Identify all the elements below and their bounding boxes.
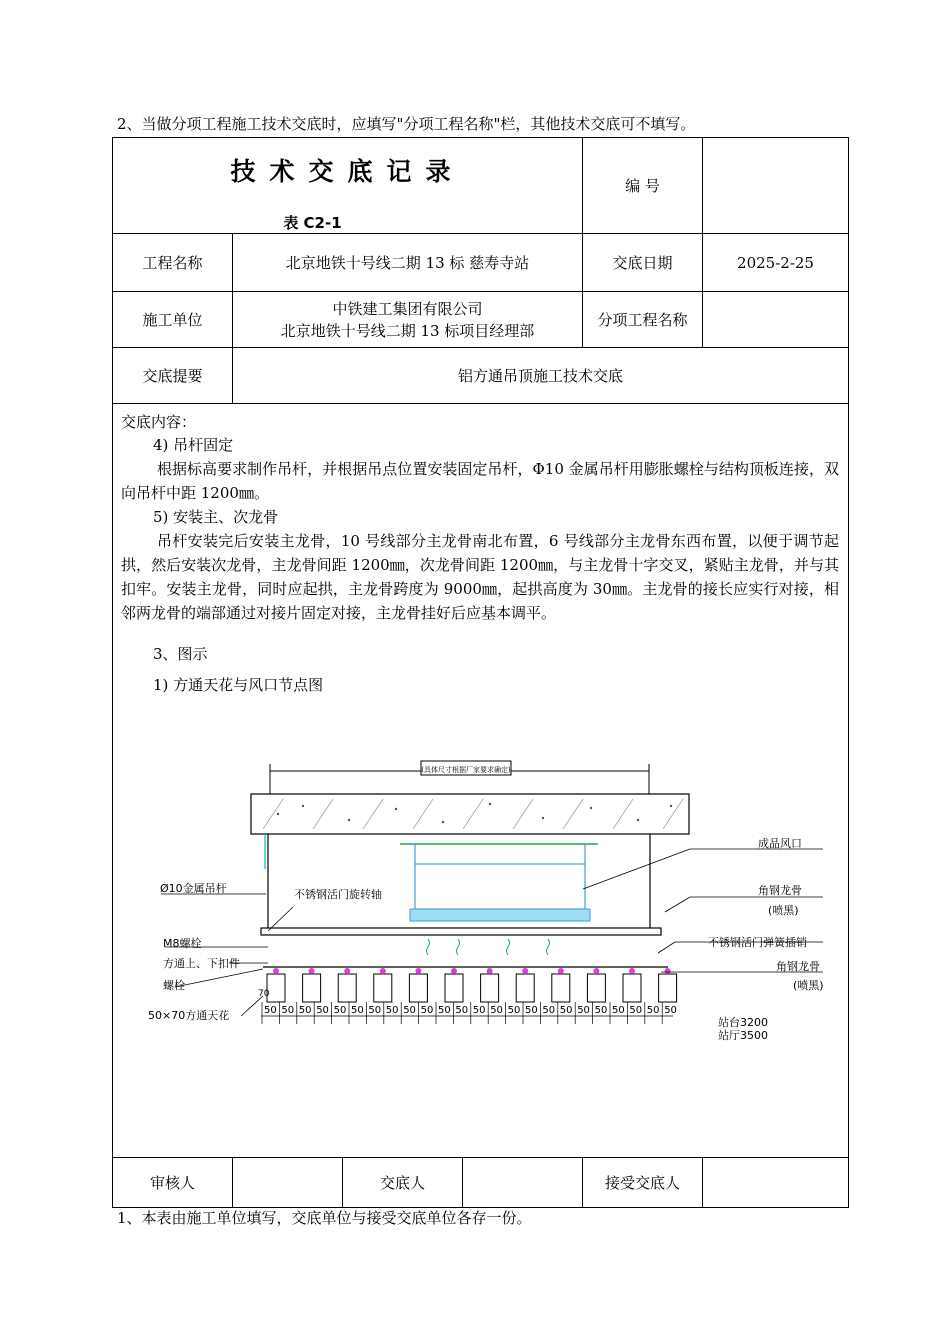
dim-label-50: 50 xyxy=(490,1005,503,1016)
tube-section xyxy=(659,974,677,1002)
dim-label-50: 50 xyxy=(507,1005,521,1016)
dim-label-50: 50 xyxy=(281,1005,295,1016)
item-5-text: 吊杆安装完后安装主龙骨，10 号线部分主龙骨南北布置，6 号线部分主龙骨东西布置，以便于调节起拱，然后安装次龙骨，主龙骨间距 1200㎜，次龙骨间距 1200㎜，与主龙骨十字交叉，紧贴主龙骨，并与其扣牢。安装主龙骨，同时应起拱，主龙骨跨度为 9000㎜，起拱高度为 30㎜。主龙骨的接长应实行对接，相邻两龙骨的端部通过对接片固定对接，主龙骨挂好后应基本调平。 xyxy=(121,532,839,622)
form-code: 表 C2-1 xyxy=(283,214,342,232)
bottom-dim-labels xyxy=(262,1002,677,1024)
dim-label-50: 50 xyxy=(542,1005,556,1016)
dim-label-50: 50 xyxy=(525,1005,538,1016)
clip-marker xyxy=(451,968,457,974)
dim-label-50: 50 xyxy=(664,1005,677,1016)
clip-marker xyxy=(665,968,671,974)
unit-line-2: 北京地铁十号线二期 13 标项目经理部 xyxy=(280,321,535,340)
dim-label-50: 50 xyxy=(264,1005,277,1016)
main-keel xyxy=(261,928,661,935)
tube-section xyxy=(303,974,321,1002)
dim-label-50: 50 xyxy=(577,1005,590,1016)
clip-marker xyxy=(415,968,421,974)
label-clip: 方通上、下扣件 xyxy=(163,957,240,970)
figure-1-title: 1) 方通天花与风口节点图 xyxy=(153,676,324,694)
number-value[interactable] xyxy=(703,138,849,234)
tube-section xyxy=(552,974,570,1002)
clip-marker xyxy=(629,968,635,974)
project-label: 工程名称 xyxy=(113,234,233,292)
summary-label: 交底提要 xyxy=(113,348,233,404)
top-dim-label: (具体尺寸根据厂家要求确定) xyxy=(421,766,511,774)
dim-label-50: 50 xyxy=(385,1005,399,1016)
clip-marker xyxy=(309,968,315,974)
label-hall: 站厅3500 xyxy=(718,1029,768,1042)
tube-section xyxy=(516,974,534,1002)
tube-section xyxy=(623,974,641,1002)
receiver-value[interactable] xyxy=(703,1158,849,1208)
clip-marker xyxy=(558,968,564,974)
date-label: 交底日期 xyxy=(583,234,703,292)
tube-section xyxy=(267,974,285,1002)
presenter-value[interactable] xyxy=(463,1158,583,1208)
dim-label-50: 50 xyxy=(629,1005,643,1016)
tube-row xyxy=(267,968,677,1002)
disclosure-form xyxy=(112,137,849,1208)
dim-label-50: 50 xyxy=(438,1005,451,1016)
clip-marker xyxy=(273,968,279,974)
date-value[interactable]: 2025-2-25 xyxy=(703,234,849,292)
vent-unit xyxy=(400,844,598,921)
reviewer-label: 审核人 xyxy=(113,1158,233,1208)
form-title: 技术交底记录 xyxy=(230,157,465,186)
dim-label-50: 50 xyxy=(646,1005,660,1016)
label-tube: 50×70方通天花 xyxy=(148,1009,230,1022)
tube-section xyxy=(587,974,605,1002)
dim-label-50: 50 xyxy=(455,1005,469,1016)
label-bolt: 螺栓 xyxy=(163,979,185,992)
presenter-label: 交底人 xyxy=(343,1158,463,1208)
subproject-value[interactable] xyxy=(703,292,849,348)
section-3-title: 3、图示 xyxy=(153,645,208,663)
tube-section xyxy=(481,974,499,1002)
item-4-text: 根据标高要求制作吊杆，并根据吊点位置安装固定吊杆，Φ10 金属吊杆用膨胀螺栓与结构顶板连接，双向吊杆中距 1200㎜。 xyxy=(121,460,839,502)
tube-section xyxy=(409,974,427,1002)
clip-marker xyxy=(344,968,350,974)
subproject-label: 分项工程名称 xyxy=(583,292,703,348)
clip-marker xyxy=(522,968,528,974)
dim-label-50: 50 xyxy=(403,1005,416,1016)
tube-section xyxy=(445,974,463,1002)
label-dim70: 70 xyxy=(258,989,270,999)
concrete-slab xyxy=(251,794,689,834)
label-latch: 不锈钢活门弹簧插销 xyxy=(708,936,807,949)
dim-label-50: 50 xyxy=(420,1005,434,1016)
reviewer-value[interactable] xyxy=(233,1158,343,1208)
dim-label-50: 50 xyxy=(559,1005,573,1016)
item-5-title: 5) 安装主、次龙骨 xyxy=(153,508,279,526)
dim-label-50: 50 xyxy=(472,1005,486,1016)
label-angle-2: 角钢龙骨 xyxy=(776,960,820,973)
tube-section xyxy=(338,974,356,1002)
dim-label-50: 50 xyxy=(612,1005,625,1016)
dim-label-50: 50 xyxy=(333,1005,347,1016)
unit-value[interactable] xyxy=(233,292,583,348)
content-heading: 交底内容： xyxy=(121,413,197,431)
tube-section xyxy=(374,974,392,1002)
label-spray-1: (喷黑) xyxy=(768,904,799,917)
receiver-label: 接受交底人 xyxy=(583,1158,703,1208)
label-axle: 不锈钢活门旋转轴 xyxy=(294,888,382,901)
dim-label-50: 50 xyxy=(368,1005,382,1016)
item-4-title: 4) 吊杆固定 xyxy=(153,436,234,454)
label-platform: 站台3200 xyxy=(718,1016,768,1029)
bottom-note: 1、本表由施工单位填写，交底单位与接受交底单位各存一份。 xyxy=(117,1209,532,1227)
clip-marker xyxy=(380,968,386,974)
dim-label-50: 50 xyxy=(594,1005,608,1016)
top-note: 2、当做分项工程施工技术交底时，应填写"分项工程名称"栏，其他技术交底可不填写。 xyxy=(117,115,696,133)
title-cell xyxy=(113,138,583,234)
springs xyxy=(427,939,550,955)
project-value[interactable]: 北京地铁十号线二期 13 标 慈寿寺站 xyxy=(233,234,583,292)
clip-marker xyxy=(593,968,599,974)
label-bolt-m8: M8螺栓 xyxy=(163,937,202,950)
summary-value[interactable]: 铝方通吊顶施工技术交底 xyxy=(233,348,849,404)
dim-label-50: 50 xyxy=(298,1005,312,1016)
label-vent: 成品风口 xyxy=(758,837,802,850)
vent-node-diagram xyxy=(113,734,847,1042)
unit-label: 施工单位 xyxy=(113,292,233,348)
label-rod: Ø10金属吊杆 xyxy=(160,882,227,895)
unit-line-1: 中铁建工集团有限公司 xyxy=(332,299,483,318)
number-label: 编 号 xyxy=(583,138,703,234)
label-spray-2: (喷黑) xyxy=(793,979,824,992)
label-angle-1: 角钢龙骨 xyxy=(758,884,802,897)
clip-marker xyxy=(487,968,493,974)
dim-label-50: 50 xyxy=(316,1005,329,1016)
content-cell xyxy=(113,404,849,1158)
dim-label-50: 50 xyxy=(351,1005,364,1016)
